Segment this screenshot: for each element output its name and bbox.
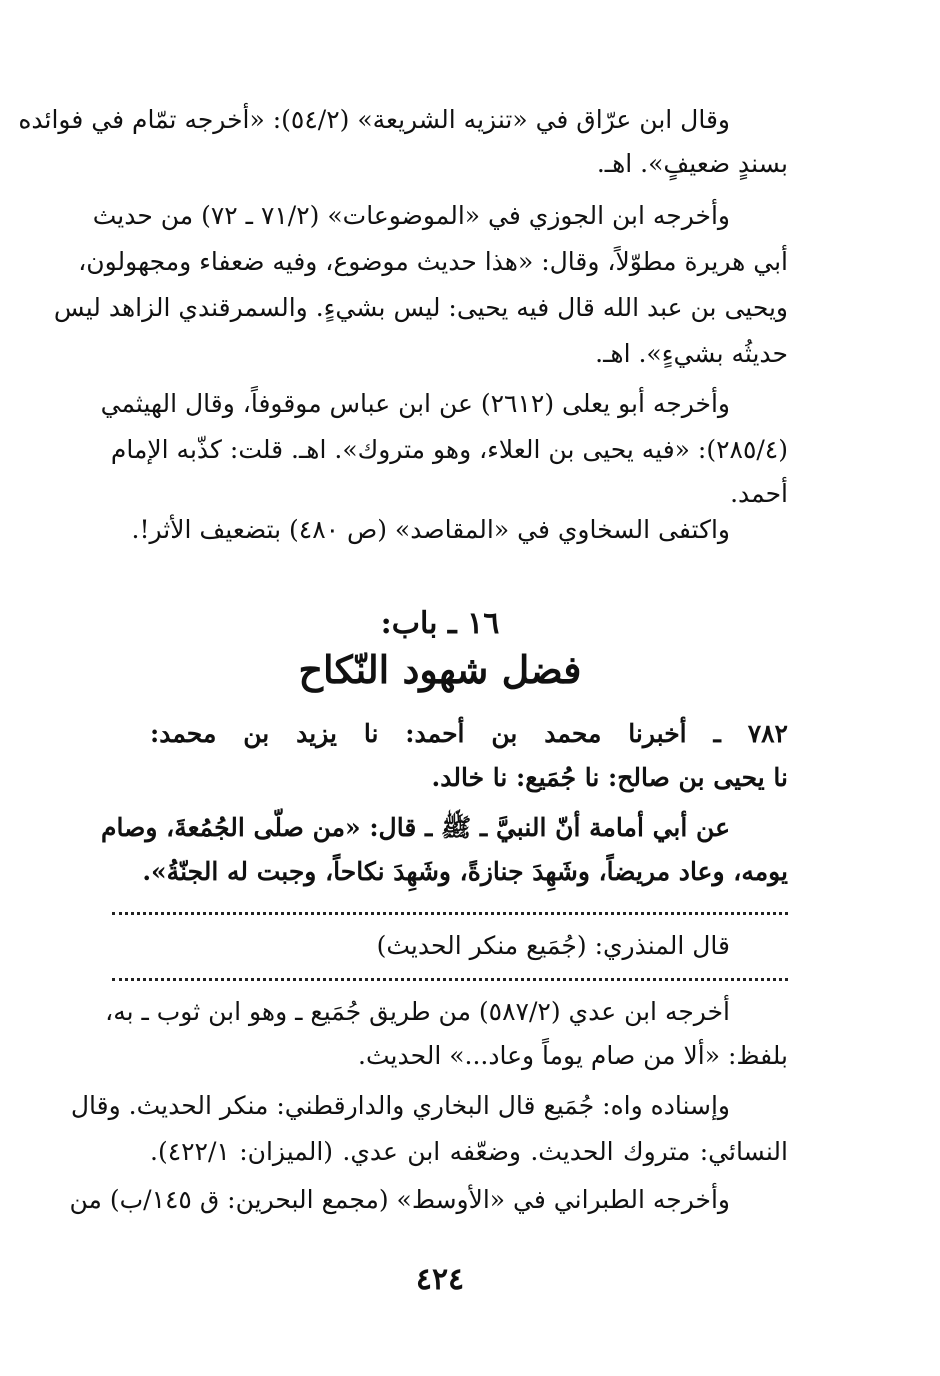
footnote-line: بلفظ: «ألا من صام يوماً وعاد...» الحديث.: [358, 1041, 788, 1070]
footnote-line: وأخرجه الطبراني في «الأوسط» (مجمع البحرين: ق ١٤٥/ب) من: [69, 1185, 730, 1214]
chapter-label: ١٦ ـ باب:: [380, 606, 500, 641]
hadith-matn-line: يومه، وعاد مريضاً، وشَهِدَ جنازةً، وشَهِدَ نكاحاً، وجبت له الجنّةُ».: [142, 857, 788, 886]
text-line: ويحيى بن عبد الله قال فيه يحيى: ليس بشيءٍ. والسمرقندي الزاهد ليس: [53, 293, 788, 322]
hadith-matn-line: عن أبي أمامة أنّ النبيَّ ـ ﷺ ـ قال: «من صلّى الجُمُعةَ، وصام: [101, 813, 730, 842]
footnote-line: وإسناده واه: جُمَيع قال البخاري والدارقطني: منكر الحديث. وقال: [70, 1091, 730, 1120]
mundhiri-note: قال المنذري: (جُمَيع منكر الحديث): [376, 931, 730, 960]
text-line: حديثُه بشيءٍ». اهـ.: [595, 339, 788, 368]
hadith-isnad-line: نا يحيى بن صالح: نا جُمَيع: نا خالد.: [431, 763, 788, 792]
text-line: وأخرجه ابن الجوزي في «الموضوعات» (٧١/٢ ـ ٧٢) من حديث: [92, 201, 730, 230]
hadith-isnad-line: ٧٨٢ ـ أخبرنا محمد بن أحمد: نا يزيد بن محمد:: [150, 719, 788, 748]
footnote-line: أخرجه ابن عدي (٥٨٧/٢) من طريق جُمَيع ـ وهو ابن ثوب ـ به،: [105, 997, 730, 1026]
page-number: ٤٢٤: [415, 1262, 465, 1297]
text-line: وقال ابن عرّاق في «تنزيه الشريعة» (٥٤/٢): «أخرجه تمّام في فوائده: [18, 105, 730, 134]
text-line: واكتفى السخاوي في «المقاصد» (ص ٤٨٠) بتضعيف الأثر!.: [131, 515, 730, 544]
text-line: بسندٍ ضعيفٍ». اهـ.: [596, 149, 788, 178]
text-line: أحمد.: [730, 479, 788, 508]
footnote-line: النسائي: متروك الحديث. وضعّفه ابن عدي. (الميزان: ٤٢٢/١).: [150, 1137, 788, 1166]
dotted-separator: [112, 978, 788, 981]
chapter-title: فضل شهود النّكاح: [298, 647, 582, 692]
text-line: أبي هريرة مطوّلاً، وقال: «هذا حديث موضوع، وفيه ضعفاء ومجهولون،: [78, 247, 788, 276]
text-line: وأخرجه أبو يعلى (٢٦١٢) عن ابن عباس موقوفاً، وقال الهيثمي: [100, 389, 730, 418]
dotted-separator: [112, 912, 788, 915]
text-line: (٢٨٥/٤): «فيه يحيى بن العلاء، وهو متروك». اهـ. قلت: كذّبه الإمام: [110, 435, 788, 464]
